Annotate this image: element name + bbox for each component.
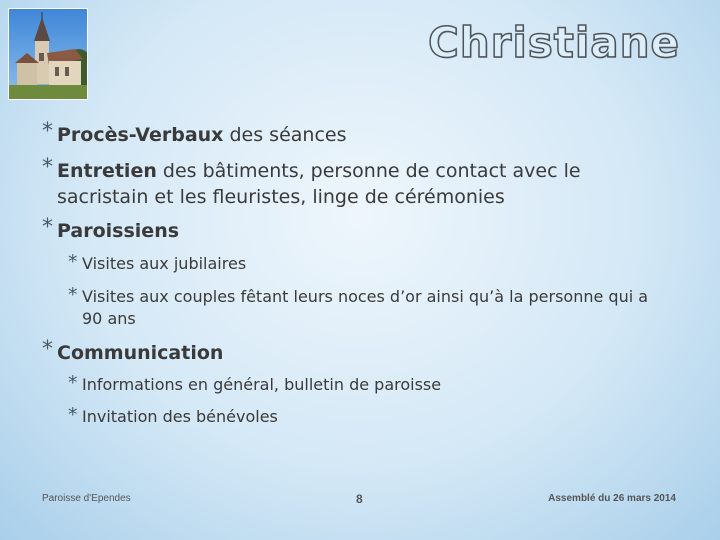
footer-organization: Paroisse d'Ependes [42,493,131,504]
asterisk-bullet-icon: * [68,404,78,426]
slide-title: Christiane [427,18,680,67]
bullet-paroissiens [42,215,682,244]
asterisk-bullet-icon: * [42,119,53,144]
church-photo [8,8,88,100]
sub-bullet-benevoles [68,406,678,428]
sub-bullet-jubilaires [68,253,678,275]
sub-bullet-noces [68,286,668,330]
bullet-text: des bâtiments, personne de contact avec le sacristain et les fleuristes, linge de cérémonies [57,160,581,208]
bullet-communication [42,337,682,366]
footer-date: Assemblé du 26 mars 2014 [548,493,676,504]
sub-bullet-text: Invitation des bénévoles [82,407,278,426]
asterisk-bullet-icon: * [42,337,53,362]
bullet-heading: Entretien [57,160,157,182]
asterisk-bullet-icon: * [68,372,78,394]
bullet-heading: Communication [57,342,224,364]
asterisk-bullet-icon: * [68,284,78,306]
bullet-proces-verbaux [42,119,682,148]
slide-number: 8 [356,492,363,506]
asterisk-bullet-icon: * [42,155,53,180]
sub-bullet-informations [68,374,678,396]
sub-bullet-text: Visites aux couples fêtant leurs noces d’or ainsi qu’à la personne qui a 90 ans [82,287,649,328]
bullet-heading: Paroissiens [57,220,180,242]
church-illustration [9,9,88,100]
bullet-heading: Procès-Verbaux [57,124,224,146]
bullet-entretien [42,155,642,210]
sub-bullet-text: Visites aux jubilaires [82,254,247,273]
asterisk-bullet-icon: * [68,251,78,273]
bullet-text: des séances [223,124,347,146]
sub-bullet-text: Informations en général, bulletin de paroisse [82,375,442,394]
asterisk-bullet-icon: * [42,215,53,240]
